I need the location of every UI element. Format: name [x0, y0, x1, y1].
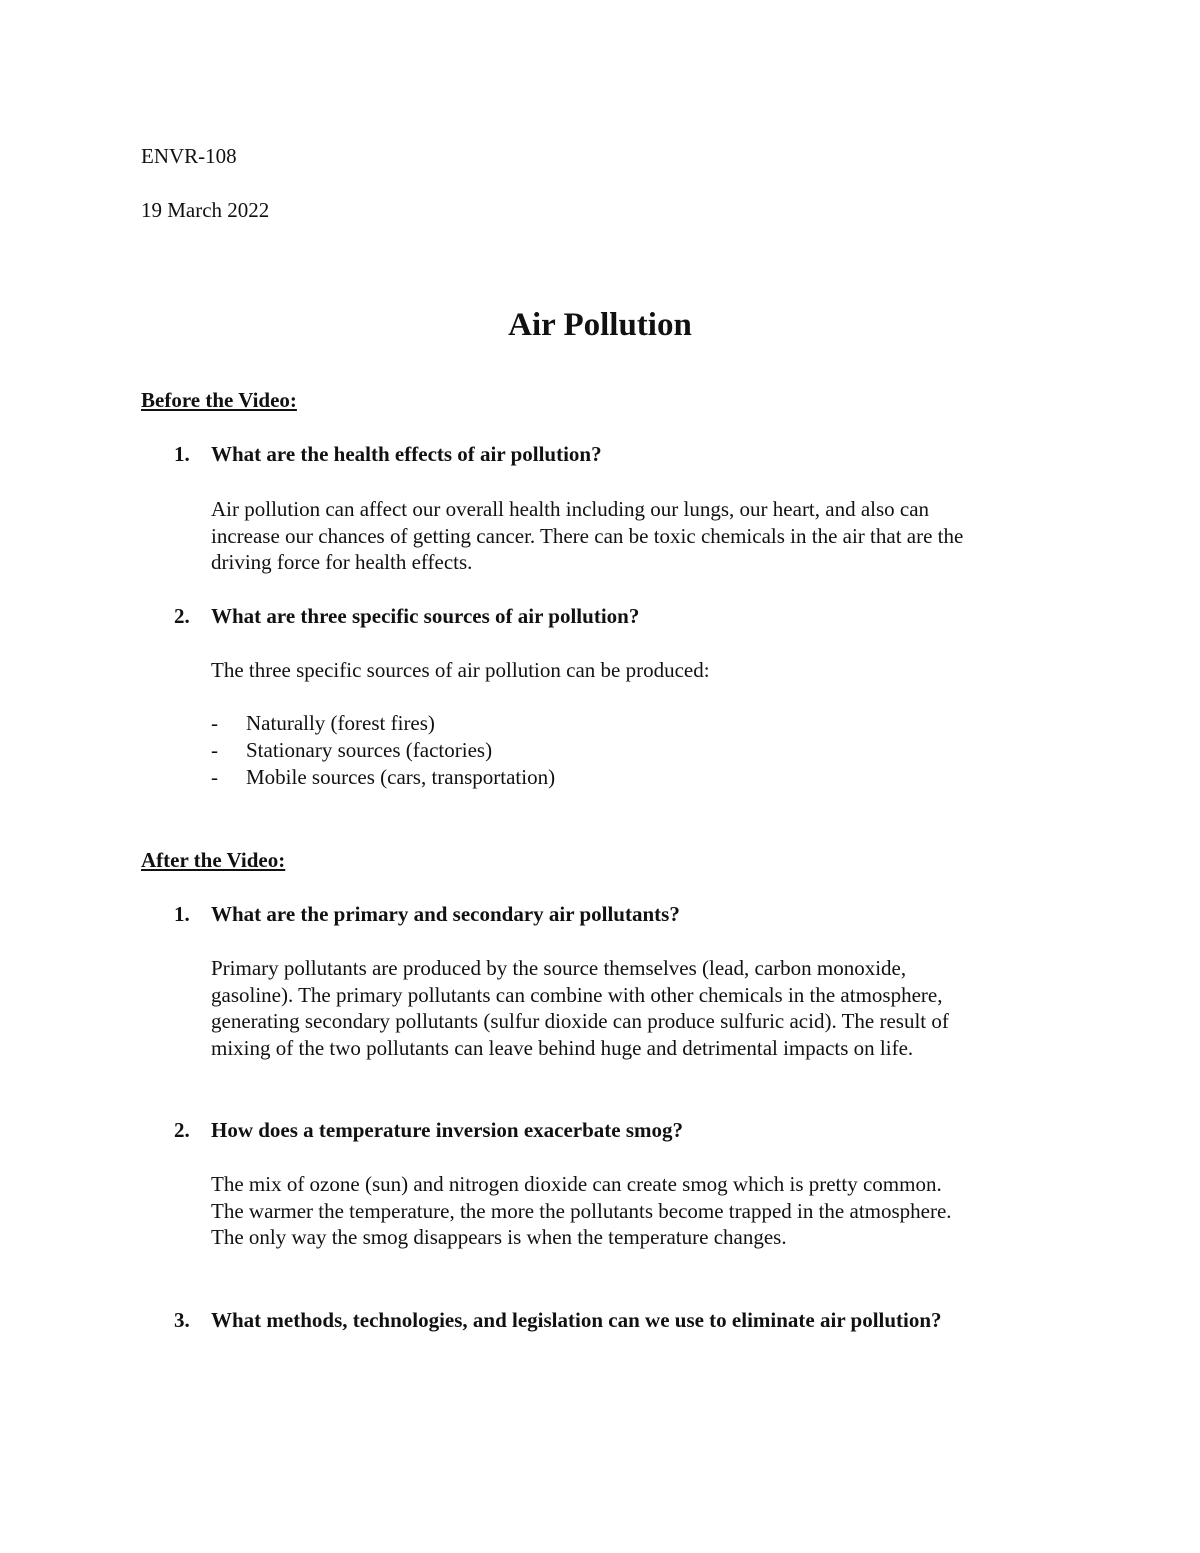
- section-heading-after: After the Video:: [141, 848, 286, 872]
- question-after-2: [174, 1117, 683, 1144]
- list-item-text: Mobile sources (cars, transportation): [246, 765, 556, 789]
- question-text: What methods, technologies, and legislation can we use to eliminate air pollution?: [211, 1308, 942, 1332]
- list-item-text: Naturally (forest fires): [246, 711, 435, 735]
- question-text: What are three specific sources of air pollution?: [211, 604, 640, 628]
- answer-line: Air pollution can affect our overall health including our lungs, our heart, and also can: [211, 497, 930, 521]
- section-heading-before: Before the Video:: [141, 388, 297, 412]
- bullet-marker: -: [211, 765, 218, 789]
- question-text: What are the primary and secondary air pollutants?: [211, 902, 680, 926]
- question-number: 2.: [174, 1118, 190, 1142]
- bullet-marker: -: [211, 711, 218, 735]
- list-item-text: Stationary sources (factories): [246, 738, 493, 762]
- answer-line: generating secondary pollutants (sulfur dioxide can produce sulfuric acid). The result of: [211, 1009, 949, 1033]
- page-title: Air Pollution: [508, 307, 692, 343]
- answer-line: increase our chances of getting cancer. There can be toxic chemicals in the air that are the: [211, 523, 964, 548]
- answer-line: The only way the smog disappears is when the temperature changes.: [211, 1225, 787, 1249]
- question-number: 2.: [174, 604, 190, 628]
- question-number: 1.: [174, 442, 190, 466]
- answer-line: gasoline). The primary pollutants can combine with other chemicals in the atmosphere,: [211, 982, 943, 1007]
- answer-before-2: [211, 657, 1071, 684]
- question-before-2: [174, 603, 639, 630]
- answer-before-1: [211, 496, 1071, 576]
- answer-line: driving force for health effects.: [211, 550, 473, 574]
- answer-line: Primary pollutants are produced by the source themselves (lead, carbon monoxide,: [211, 956, 907, 980]
- document-date: 19 March 2022: [141, 198, 270, 222]
- question-before-1: [174, 441, 602, 468]
- course-code: ENVR-108: [141, 144, 237, 168]
- list-item: [211, 710, 555, 737]
- answer-after-2: [211, 1171, 1071, 1251]
- question-text: What are the health effects of air pollution?: [211, 442, 602, 466]
- answer-line: The mix of ozone (sun) and nitrogen dioxide can create smog which is pretty common.: [211, 1172, 942, 1196]
- answer-line: The warmer the temperature, the more the pollutants become trapped in the atmosphere.: [211, 1198, 952, 1223]
- bullet-marker: -: [211, 738, 218, 762]
- question-text: How does a temperature inversion exacerbate smog?: [211, 1118, 684, 1142]
- list-item: [211, 737, 555, 764]
- answer-after-1: [211, 955, 1071, 1061]
- list-item: [211, 764, 555, 791]
- question-after-1: [174, 901, 680, 928]
- answer-line: The three specific sources of air pollution can be produced:: [211, 658, 710, 682]
- sources-list: [211, 710, 555, 791]
- question-number: 3.: [174, 1308, 190, 1332]
- question-number: 1.: [174, 902, 190, 926]
- question-after-3: [174, 1307, 942, 1334]
- answer-line: mixing of the two pollutants can leave behind huge and detrimental impacts on life.: [211, 1035, 914, 1060]
